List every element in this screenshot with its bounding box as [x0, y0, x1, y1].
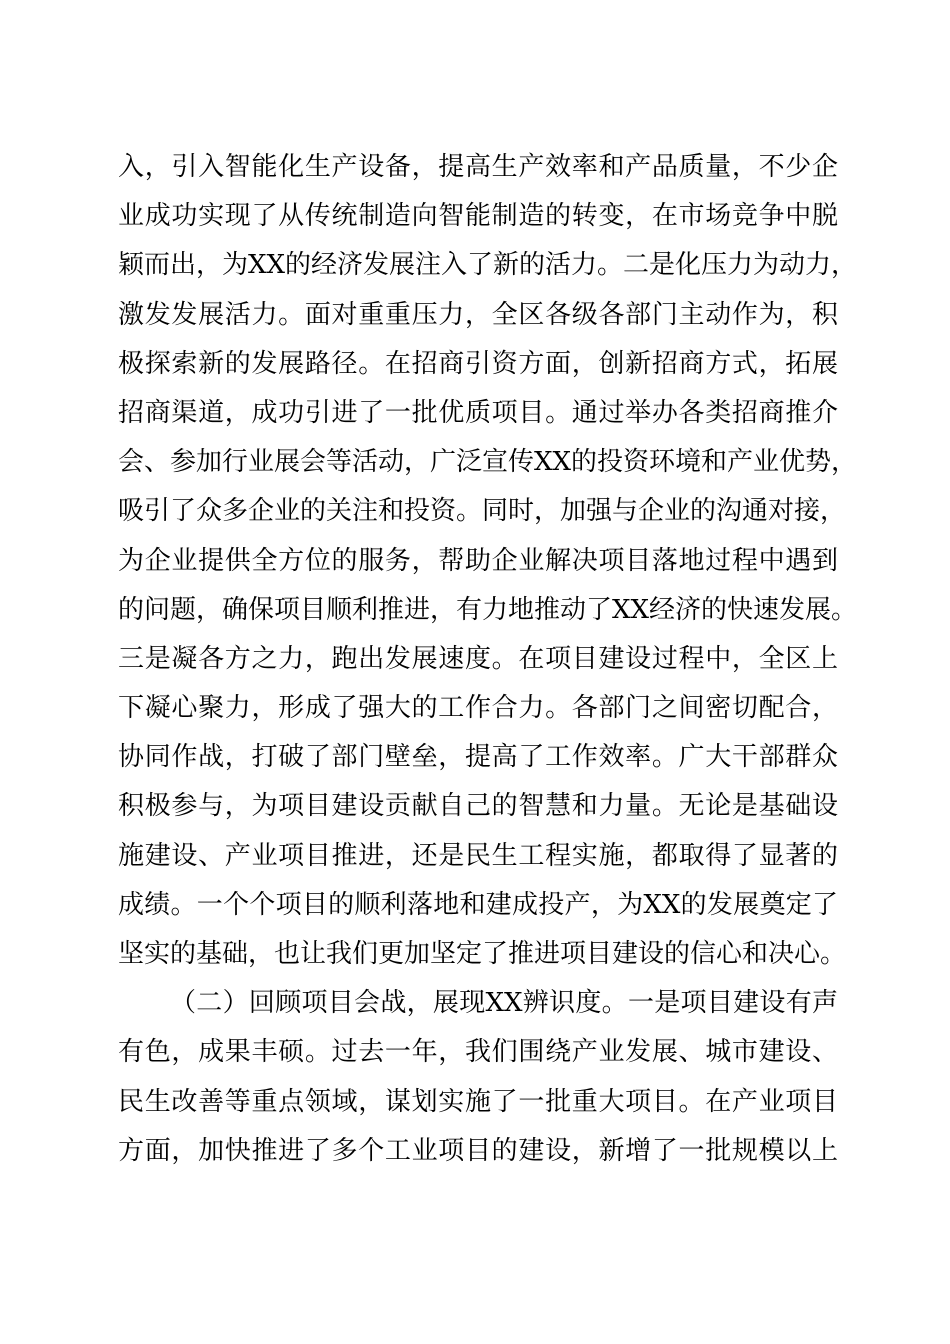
text-line: 协同作战，打破了部门壁垒，提高了工作效率。广大干部群众 [118, 742, 838, 773]
text-line: 吸引了众多企业的关注和投资。同时，加强与企业的沟通对接， [118, 496, 847, 527]
text-line: 成绩。一个个项目的顺利落地和建成投产，为XX的发展奠定了 [118, 889, 838, 920]
text-line: 颖而出，为XX的经济发展注入了新的活力。二是化压力为动力， [118, 250, 858, 281]
text-line: 民生改善等重点领域，谋划实施了一批重大项目。在产业项目 [118, 1086, 838, 1117]
text-line: 积极参与，为项目建设贡献自己的智慧和力量。无论是基础设 [118, 791, 838, 822]
text-line: 极探索新的发展路径。在招商引资方面，创新招商方式，拓展 [118, 348, 838, 379]
text-line: 招商渠道，成功引进了一批优质项目。通过举办各类招商推介 [118, 397, 838, 428]
text-line: 业成功实现了从传统制造向智能制造的转变，在市场竞争中脱 [118, 201, 838, 232]
section-heading-line: （二）回顾项目会战，展现XX辨识度。一是项目建设有声 [170, 988, 838, 1019]
text-line: 下凝心聚力，形成了强大的工作合力。各部门之间密切配合， [118, 693, 838, 724]
text-line: 会、参加行业展会等活动，广泛宣传XX的投资环境和产业优势， [118, 447, 858, 478]
text-line: 施建设、产业项目推进，还是民生工程实施，都取得了显著的 [118, 840, 838, 871]
text-line: 激发发展活力。面对重重压力，全区各级各部门主动作为，积 [118, 299, 838, 330]
text-line: 入，引入智能化生产设备，提高生产效率和产品质量，不少企 [118, 152, 838, 182]
body-text [118, 143, 858, 1176]
text-line: 三是凝各方之力，跑出发展速度。在项目建设过程中，全区上 [118, 643, 838, 674]
text-line: 有色，成果丰硕。过去一年，我们围绕产业发展、城市建设、 [118, 1037, 838, 1068]
text-line: 坚实的基础，也让我们更加坚定了推进项目建设的信心和决心。 [118, 939, 847, 969]
text-line: 的问题，确保项目顺利推进，有力地推动了XX经济的快速发展。 [118, 594, 858, 625]
text-line: 为企业提供全方位的服务，帮助企业解决项目落地过程中遇到 [118, 545, 838, 576]
text-line: 方面，加快推进了多个工业项目的建设，新增了一批规模以上 [118, 1135, 838, 1166]
